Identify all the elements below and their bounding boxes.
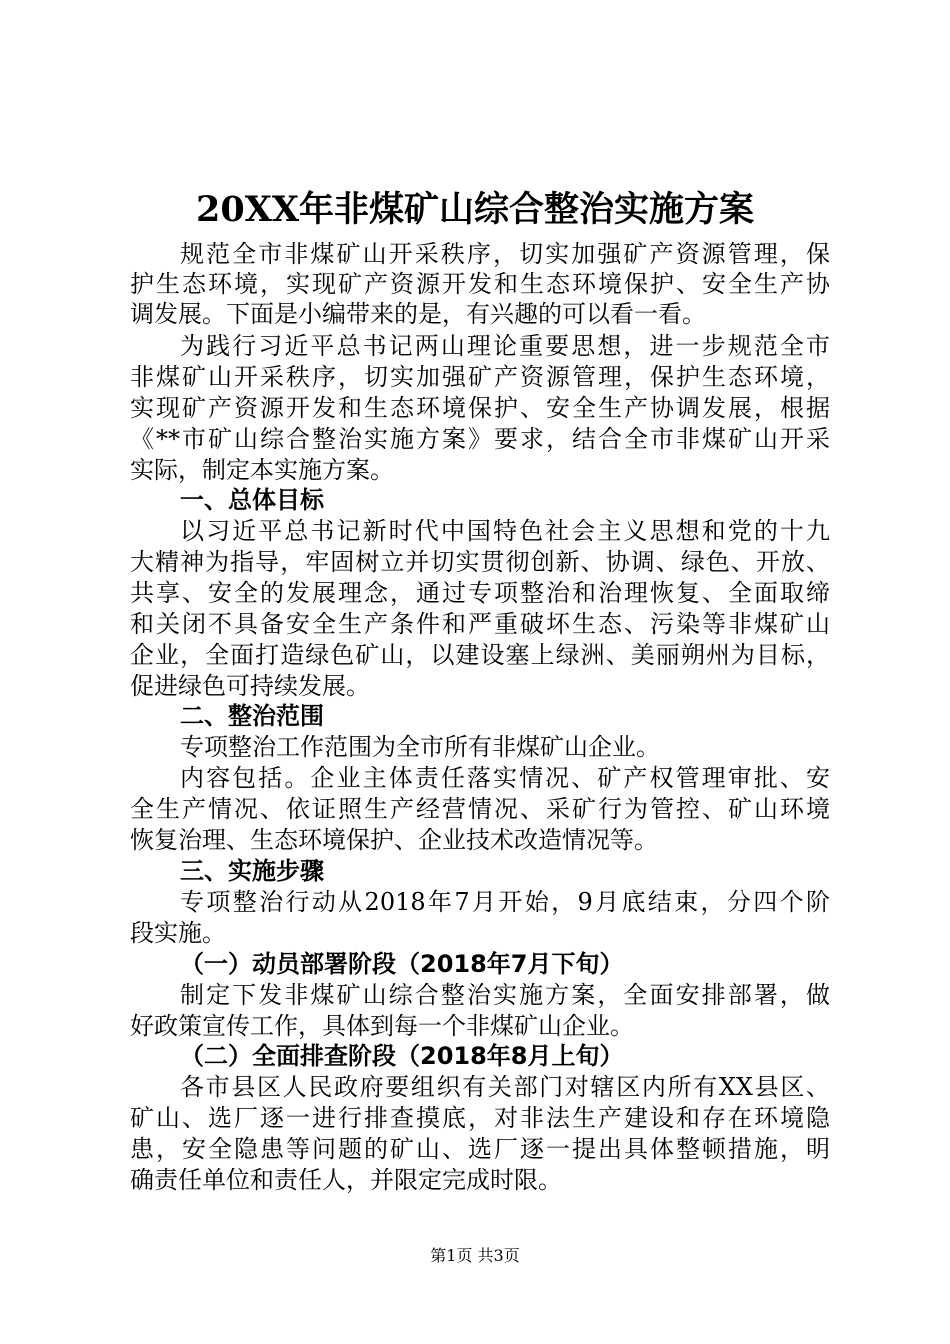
paragraph-line: 共享、安全的发展理念，通过专项整治和治理恢复、全面取缔 [130, 579, 830, 607]
subsection-heading-2: （二）全面排查阶段（2018年8月上旬） [180, 1042, 624, 1070]
paragraph-line: 护生态环境，实现矿产资源开发和生态环境保护、安全生产协 [130, 270, 830, 298]
section-heading-2: 二、整治范围 [180, 702, 324, 730]
subsection-heading-1: （一）动员部署阶段（2018年7月下旬） [180, 950, 624, 978]
paragraph-line: 企业，全面打造绿色矿山，以建设塞上绿洲、美丽朔州为目标， [130, 641, 830, 669]
paragraph-line: 矿山、选厂逐一进行排查摸底，对非法生产建设和存在环境隐 [130, 1104, 830, 1132]
paragraph-line: 实现矿产资源开发和生态环境保护、安全生产协调发展，根据 [130, 394, 830, 422]
page-footer: 第1页 共3页 [430, 1246, 520, 1265]
paragraph-line: 恢复治理、生态环境保护、企业技术改造情况等。 [130, 826, 658, 854]
section-heading-1: 一、总体目标 [180, 486, 324, 514]
paragraph-line: 实际，制定本实施方案。 [130, 456, 394, 484]
paragraph-line: 制定下发非煤矿山综合整治实施方案，全面安排部署，做 [180, 981, 830, 1009]
paragraph-line: 好政策宣传工作，具体到每一个非煤矿山企业。 [130, 1012, 634, 1040]
paragraph-line: 和关闭不具备安全生产条件和严重破坏生态、污染等非煤矿山 [130, 610, 830, 638]
paragraph-line: 规范全市非煤矿山开采秩序，切实加强矿产资源管理，保 [180, 240, 830, 268]
paragraph-line: 患，安全隐患等问题的矿山、选厂逐一提出具体整顿措施，明 [130, 1135, 830, 1163]
paragraph-line: 确责任单位和责任人，并限定完成时限。 [130, 1166, 562, 1194]
paragraph-line: 全生产情况、依证照生产经营情况、采矿行为管控、矿山环境 [130, 795, 830, 823]
paragraph-line: 段实施。 [130, 919, 226, 947]
paragraph-line: 内容包括。企业主体责任落实情况、矿产权管理审批、安 [180, 764, 830, 792]
paragraph-line: 促进绿色可持续发展。 [130, 672, 370, 700]
paragraph-line: 《**市矿山综合整治实施方案》要求，结合全市非煤矿山开采 [130, 425, 830, 453]
paragraph-line: 调发展。下面是小编带来的是，有兴趣的可以看一看。 [130, 300, 706, 328]
paragraph-line: 非煤矿山开采秩序，切实加强矿产资源管理，保护生态环境， [130, 363, 830, 391]
page-title: 20XX年非煤矿山综合整治实施方案 [195, 189, 755, 230]
paragraph-line: 各市县区人民政府要组织有关部门对辖区内所有XX县区、 [180, 1073, 830, 1101]
paragraph-line: 为践行习近平总书记两山理论重要思想，进一步规范全市 [180, 332, 830, 360]
paragraph-line: 专项整治行动从2018年7月开始，9月底结束，分四个阶 [180, 888, 830, 916]
paragraph-line: 专项整治工作范围为全市所有非煤矿山企业。 [180, 733, 660, 761]
section-heading-3: 三、实施步骤 [180, 857, 324, 885]
paragraph-line: 大精神为指导，牢固树立并切实贯彻创新、协调、绿色、开放、 [130, 548, 830, 576]
paragraph-line: 以习近平总书记新时代中国特色社会主义思想和党的十九 [180, 517, 830, 545]
